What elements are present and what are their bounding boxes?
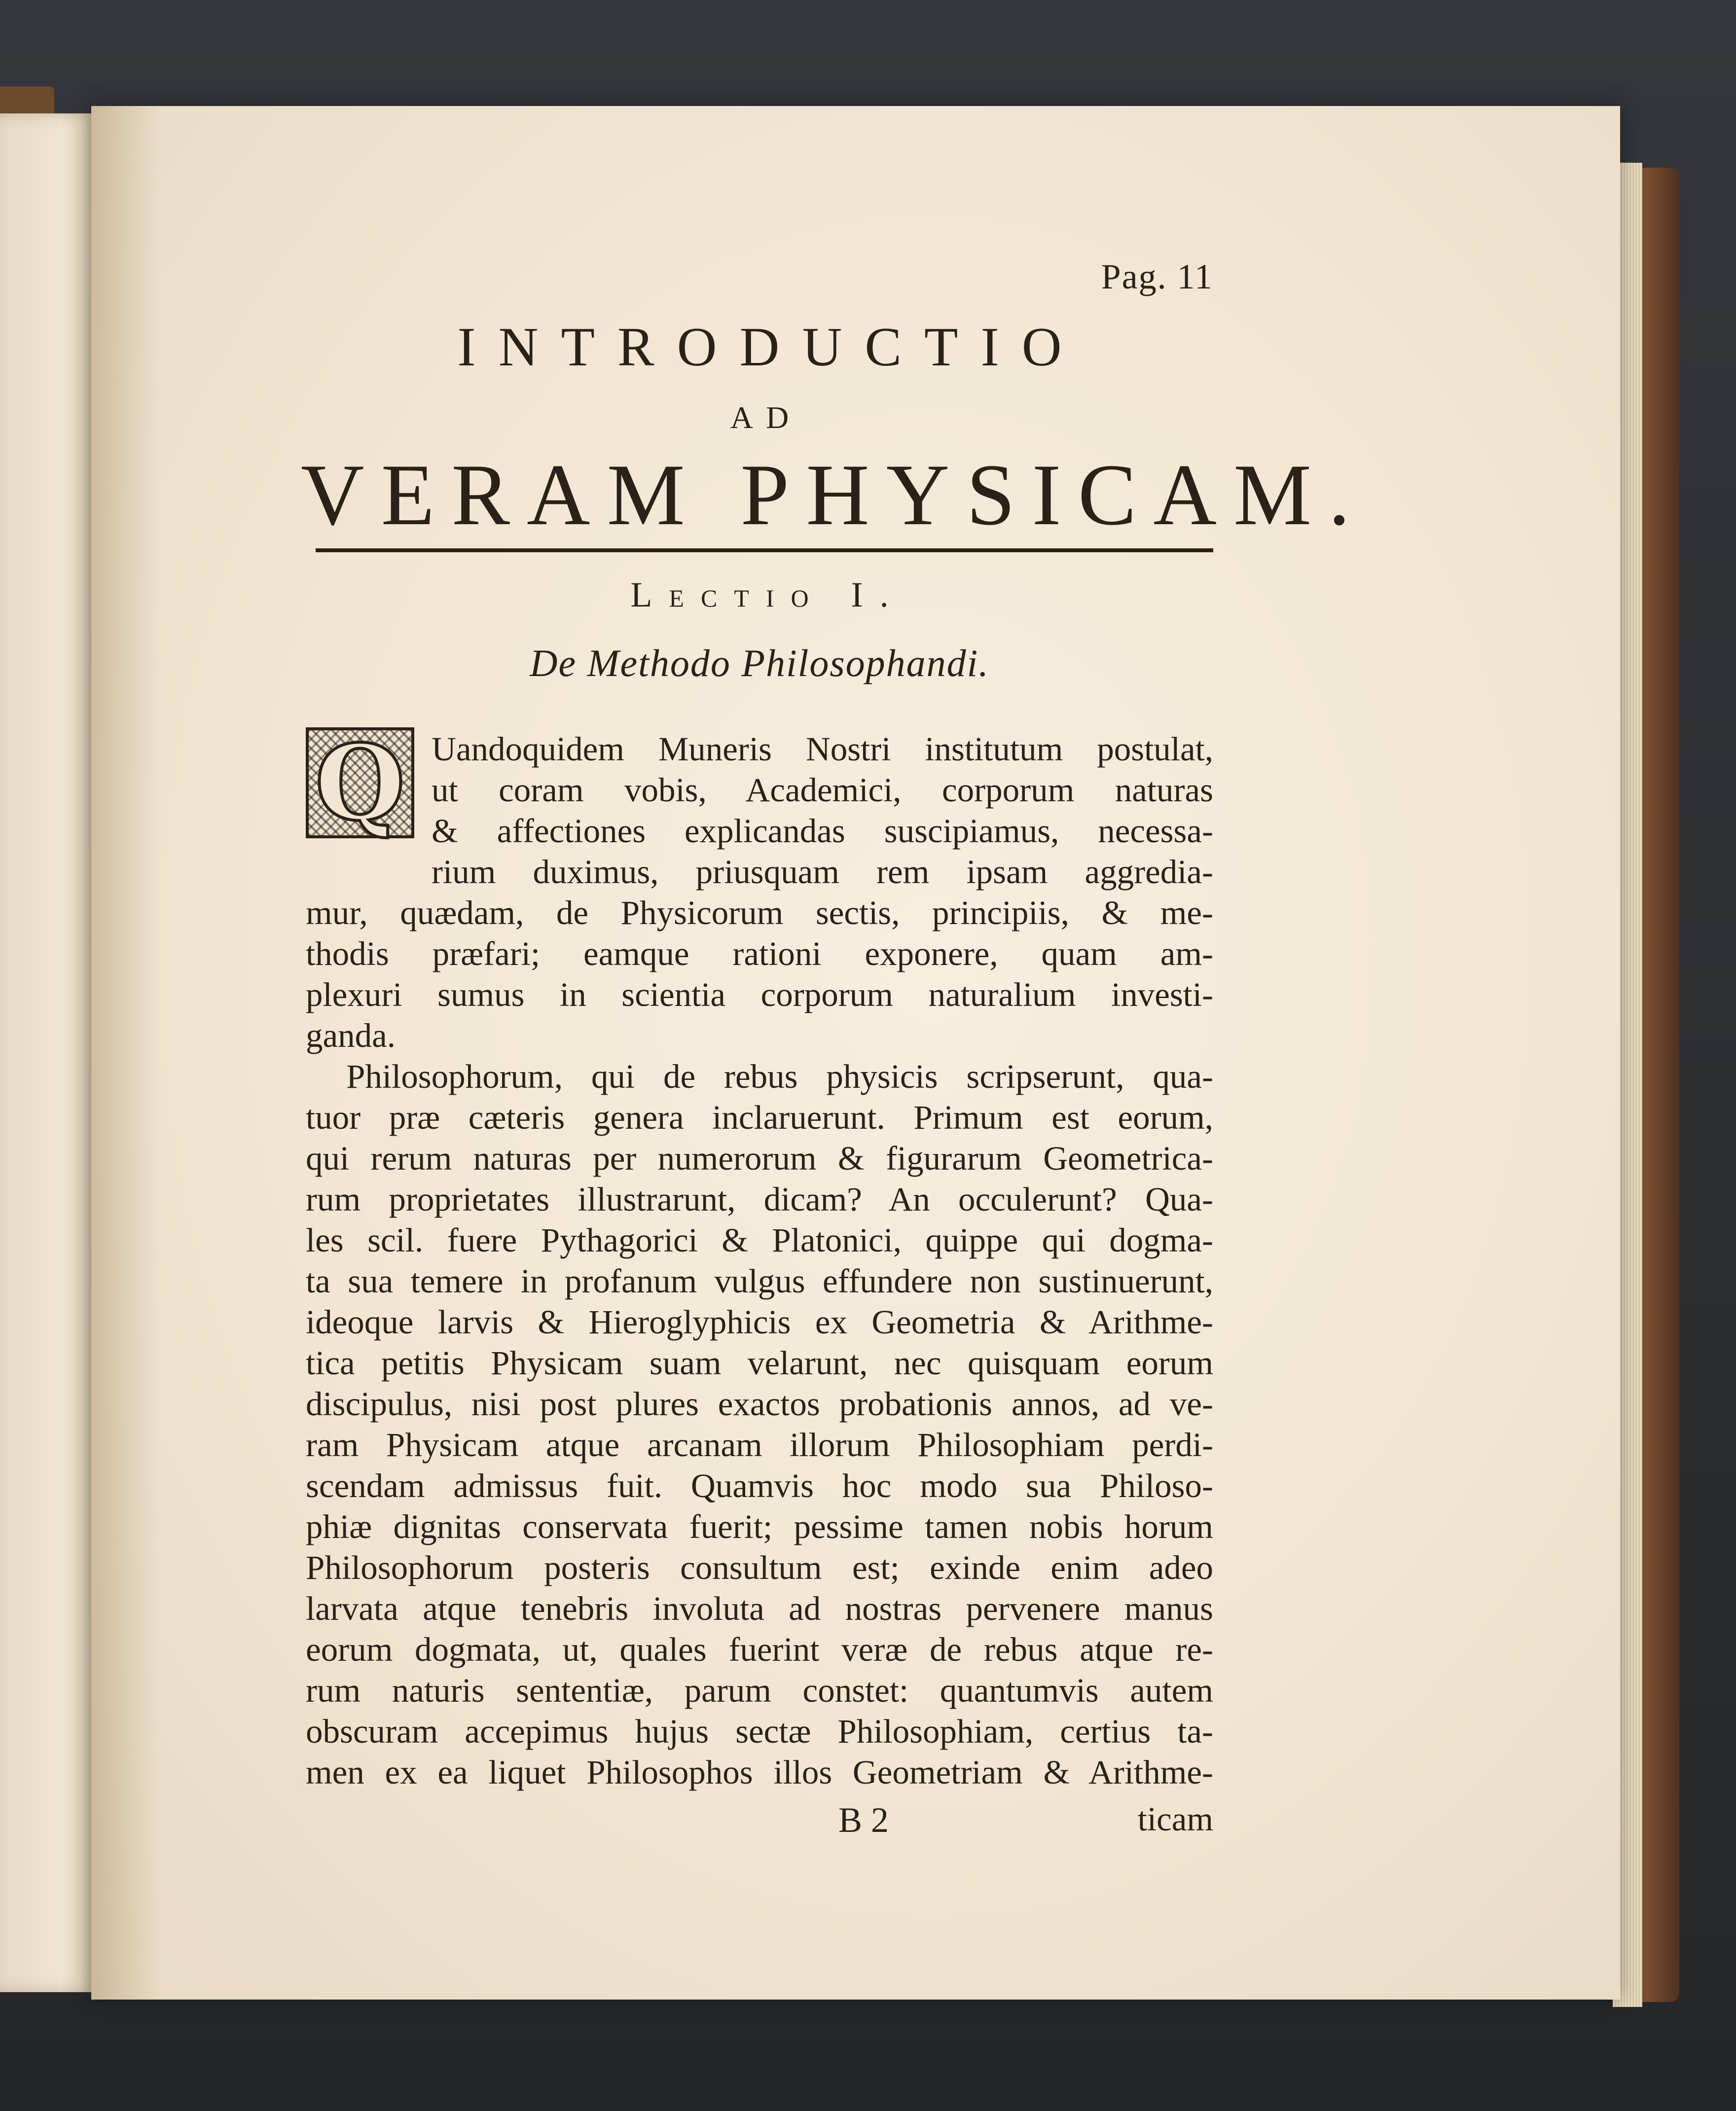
title-ad: AD: [730, 400, 802, 435]
text-line: discipulus, nisi post plures exactos probationis annos, ad ve-: [306, 1385, 1213, 1423]
left-cover-corner: [0, 86, 54, 116]
lectio-heading: Lectio I.: [630, 575, 905, 614]
left-page-edge: [0, 113, 101, 1992]
text-line: ideoque larvis & Hieroglyphicis ex Geometria & Arithme-: [306, 1303, 1213, 1341]
text-line: obscuram accepimus hujus sectæ Philosophiam, certius ta-: [306, 1713, 1213, 1750]
text-line: tuor præ cæteris genera inclaruerunt. Primum est eorum,: [306, 1099, 1213, 1136]
decorated-initial: [306, 721, 414, 844]
text-line: phiæ dignitas conservata fuerit; pessime tamen nobis horum: [306, 1508, 1213, 1545]
text-line: thodis præfari; eamque rationi exponere, quam am-: [306, 935, 1213, 972]
catchword: ticam: [1137, 1800, 1213, 1838]
gutter-shadow: [91, 106, 160, 2000]
text-line: ut coram vobis, Academici, corporum naturas: [432, 771, 1213, 809]
title-introductio: INTRODUCTIO: [457, 317, 1085, 378]
text-line: Philosophorum posteris consultum est; exinde enim adeo: [306, 1549, 1213, 1586]
text-line: ta sua temere in profanum vulgus effundere non sustinuerunt,: [306, 1262, 1213, 1300]
decorated-initial-letter: Q: [315, 721, 405, 844]
section-subtitle: De Methodo Philosophandi.: [530, 642, 989, 684]
text-line: eorum dogmata, ut, quales fuerint veræ de rebus atque re-: [306, 1631, 1213, 1668]
text-line: rum naturis sententiæ, parum constet: quantumvis autem: [306, 1672, 1213, 1709]
text-line: tica petitis Physicam suam velarunt, nec quisquam eorum: [306, 1344, 1213, 1382]
text-line: scendam admissus fuit. Quamvis hoc modo sua Philoso-: [306, 1467, 1213, 1504]
text-line: larvata atque tenebris involuta ad nostras pervenere manus: [306, 1590, 1213, 1627]
text-line: Philosophorum, qui de rebus physicis scripserunt, qua-: [346, 1058, 1213, 1095]
signature-mark: B 2: [838, 1800, 889, 1840]
text-line: & affectiones explicandas suscipiamus, necessa-: [432, 812, 1213, 850]
text-line: rum proprietates illustrarunt, dicam? An occulerunt? Qua-: [306, 1181, 1213, 1218]
text-line: plexuri sumus in scientia corporum naturalium investi-: [306, 976, 1213, 1013]
text-line: ram Physicam atque arcanam illorum Philosophiam perdi-: [306, 1426, 1213, 1464]
text-line: les scil. fuere Pythagorici & Platonici, quippe qui dogma-: [306, 1221, 1213, 1259]
text-line: men ex ea liquet Philosophos illos Geometriam & Arithme-: [306, 1753, 1213, 1791]
text-line: qui rerum naturas per numerorum & figurarum Geometrica-: [306, 1140, 1213, 1177]
page-number: Pag. 11: [1101, 257, 1213, 296]
title-veram-physicam: VERAM PHYSICAM.: [301, 446, 1367, 543]
text-line: Uandoquidem Muneris Nostri institutum postulat,: [432, 730, 1213, 768]
title-rule: [316, 548, 1213, 552]
text-line: ganda.: [306, 1017, 396, 1054]
text-line: rium duximus, priusquam rem ipsam aggredia-: [432, 853, 1213, 891]
text-line: mur, quædam, de Physicorum sectis, principiis, & me-: [306, 894, 1213, 931]
